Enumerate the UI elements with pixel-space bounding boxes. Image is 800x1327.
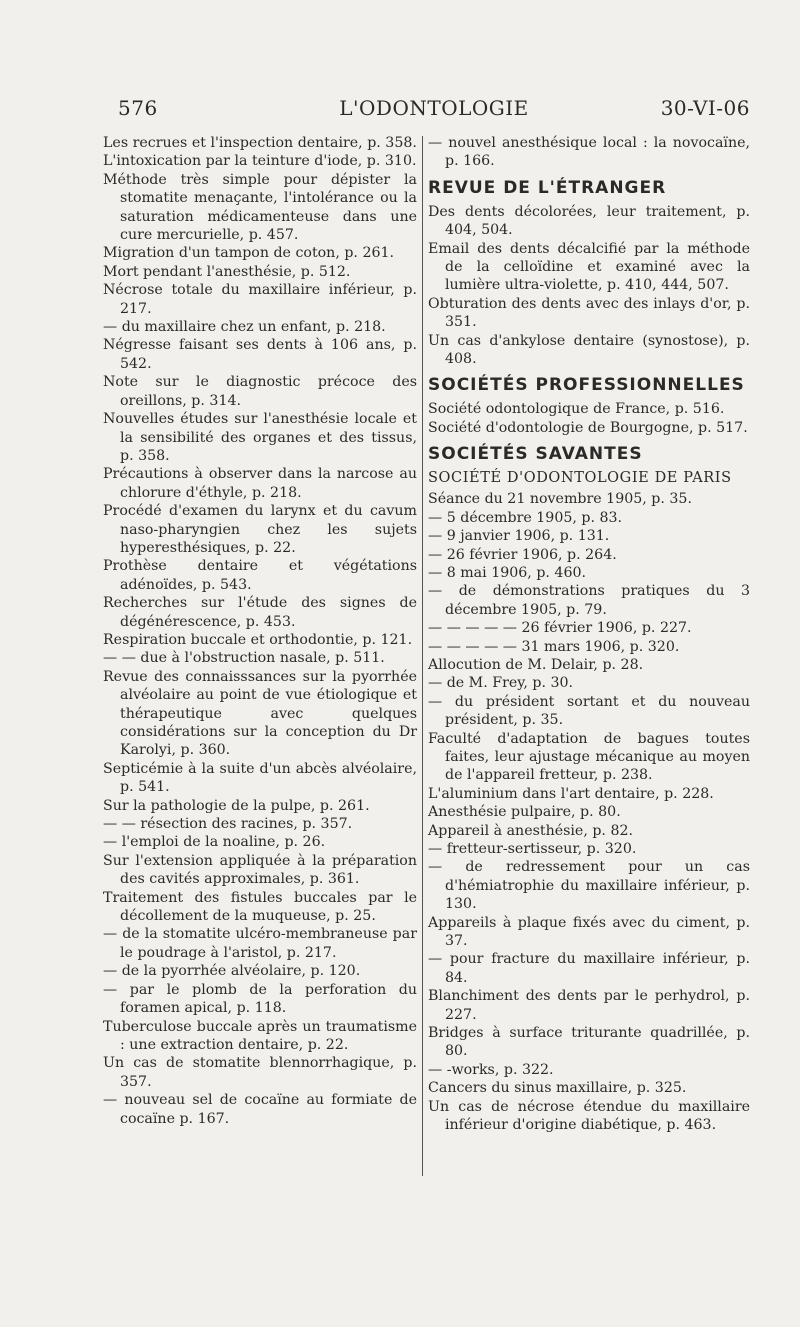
section-title-savantes: SOCIÉTÉS SAVANTES xyxy=(428,444,643,465)
index-entry: — fretteur-sertisseur, p. 320. xyxy=(428,841,637,857)
index-entry: Respiration buccale et orthodontie, p. 121. xyxy=(103,631,413,648)
index-entry: — — résection des racines, p. 357. xyxy=(103,816,353,833)
section-title-professionnelles: SOCIÉTÉS PROFESSIONNELLES xyxy=(428,375,745,396)
index-entry: Des dents décolorées, leur traitement, p. 404, 504. xyxy=(428,203,750,239)
savantes-entries xyxy=(428,490,750,1134)
index-entry: Prothèse dentaire et végétations adénoïdes, p. 543. xyxy=(103,558,417,593)
index-entry: — nouvel anesthésique local : la novocaïne, p. 166. xyxy=(428,135,750,170)
index-entry: Sur la pathologie de la pulpe, p. 261. xyxy=(103,797,370,814)
index-entry: Note sur le diagnostic précoce des oreillons, p. 314. xyxy=(103,374,417,409)
index-entry: Méthode très simple pour dépister la stomatite menaçante, l'intolérance ou la saturation médicamenteuse dans une cure mercurielle, p. 457. xyxy=(103,171,417,244)
index-entry: Société odontologique de France, p. 516. xyxy=(428,401,725,418)
index-entry: Séance du 21 novembre 1905, p. 35. xyxy=(428,491,692,508)
index-entry: — du maxillaire chez un enfant, p. 218. xyxy=(103,319,386,336)
index-entry: — de M. Frey, p. 30. xyxy=(428,675,574,692)
page-number: 576 xyxy=(118,96,158,120)
index-entry: — de la stomatite ulcéro-membraneuse par le poudrage à l'aristol, p. 217. xyxy=(103,926,417,961)
running-header xyxy=(118,96,750,126)
section-subtitle-paris: SOCIÉTÉ D'ODONTOLOGIE DE PARIS xyxy=(428,470,732,487)
index-entry: Un cas de stomatite blennorrhagique, p. 357. xyxy=(103,1055,417,1090)
index-entry: L'intoxication par la teinture d'iode, p. 310. xyxy=(103,153,417,170)
index-entry: L'aluminium dans l'art dentaire, p. 228. xyxy=(428,785,714,802)
index-entry: Obturation des dents avec des inlays d'or, p. 351. xyxy=(428,295,750,331)
index-entry: — de la pyorrhée alvéolaire, p. 120. xyxy=(103,963,361,980)
index-entry: Email des dents décalcifié par la méthode de la celloïdine et examiné avec la lumière ultra-violette, p. 410, 444, 507. xyxy=(428,240,750,294)
journal-title: L'ODONTOLOGIE xyxy=(339,96,529,120)
index-entry: — 5 décembre 1905, p. 83. xyxy=(428,509,623,526)
index-entry: — -works, p. 322. xyxy=(428,1061,554,1078)
index-entry: Nécrose totale du maxillaire inférieur, p. 217. xyxy=(103,282,417,317)
index-entry: — 9 janvier 1906, p. 131. xyxy=(428,528,610,545)
index-entry: Bridges à surface triturante quadrillée, p. 80. xyxy=(428,1025,750,1060)
index-entry: Appareils à plaque fixés avec du ciment, p. 37. xyxy=(428,914,750,950)
index-entry: Septicémie à la suite d'un abcès alvéolaire, p. 541. xyxy=(103,760,417,796)
index-entry: — de redressement pour un cas d'hémiatrophie du maxillaire inférieur, p. 130. xyxy=(428,859,750,913)
professionnelles-entries xyxy=(428,400,750,437)
index-entry: Les recrues et l'inspection dentaire, p. 358. xyxy=(103,135,417,151)
index-entry: Négresse faisant ses dents à 106 ans, p. 542. xyxy=(103,337,417,372)
index-entry: Blanchiment des dents par le perhydrol, p. 227. xyxy=(428,988,750,1023)
index-entry: Tuberculose buccale après un traumatisme : une extraction dentaire, p. 22. xyxy=(103,1018,417,1053)
index-entry: Revue des connaisssances sur la pyorrhée alvéolaire au point de vue étiologique et thérapeutique avec quelques considérations sur la conception du Dr Karolyi, p. 360. xyxy=(103,668,417,759)
index-entry: Mort pendant l'anesthésie, p. 512. xyxy=(103,263,351,280)
issue-date: 30-VI-06 xyxy=(660,96,750,120)
etranger-entries xyxy=(428,203,750,369)
index-entry: Traitement des fistules buccales par le décollement de la muqueuse, p. 25. xyxy=(103,889,417,925)
index-entry: Un cas de nécrose étendue du maxillaire inférieur d'origine diabétique, p. 463. xyxy=(428,1098,750,1134)
index-entry: Procédé d'examen du larynx et du cavum naso-pharyngien chez les sujets hyperesthésiques, p. 22. xyxy=(103,503,417,556)
column-divider xyxy=(422,136,423,1176)
index-entry: — — — — — 31 mars 1906, p. 320. xyxy=(428,638,680,655)
section-title-etranger: REVUE DE L'ÉTRANGER xyxy=(428,177,667,198)
index-entry: — l'emploi de la noaline, p. 26. xyxy=(103,834,326,851)
index-entry: Migration d'un tampon de coton, p. 261. xyxy=(103,245,395,262)
index-entry: — nouveau sel de cocaïne au formiate de cocaïne p. 167. xyxy=(103,1092,417,1127)
index-entry: — 26 février 1906, p. 264. xyxy=(428,546,617,563)
index-entry: — pour fracture du maxillaire inférieur, p. 84. xyxy=(428,951,750,986)
index-entry: Sur l'extension appliquée à la préparation des cavités approximales, p. 361. xyxy=(103,852,417,888)
left-column xyxy=(103,134,417,1128)
index-entry: Cancers du sinus maxillaire, p. 325. xyxy=(428,1080,687,1097)
index-entry: Anesthésie pulpaire, p. 80. xyxy=(428,804,621,821)
index-entry: Un cas d'ankylose dentaire (synostose), p. 408. xyxy=(428,332,750,368)
index-entry: — par le plomb de la perforation du foramen apical, p. 118. xyxy=(103,981,417,1017)
index-entry: Société d'odontologie de Bourgogne, p. 517. xyxy=(428,419,748,436)
index-entry: Appareil à anesthésie, p. 82. xyxy=(428,822,634,839)
index-entry: — de démonstrations pratiques du 3 décembre 1905, p. 79. xyxy=(428,583,750,618)
index-entry: — 8 mai 1906, p. 460. xyxy=(428,564,587,581)
index-entry: Précautions à observer dans la narcose au chlorure d'éthyle, p. 218. xyxy=(103,466,417,501)
index-entry: — — — — — 26 février 1906, p. 227. xyxy=(428,620,692,637)
index-entry: Faculté d'adaptation de bagues toutes faites, leur ajustage mécanique au moyen de l'appareil fretteur, p. 238. xyxy=(428,730,750,784)
index-entry: Recherches sur l'étude des signes de dégénérescence, p. 453. xyxy=(103,595,417,630)
right-top-entries xyxy=(428,134,750,171)
index-entry: — du président sortant et du nouveau président, p. 35. xyxy=(428,693,750,729)
index-entry: Nouvelles études sur l'anesthésie locale et la sensibilité des organes et des tissus, p. 358. xyxy=(103,411,417,464)
index-entry: — — due à l'obstruction nasale, p. 511. xyxy=(103,650,385,667)
right-column xyxy=(428,134,750,1135)
index-entry: Allocution de M. Delair, p. 28. xyxy=(428,656,644,673)
